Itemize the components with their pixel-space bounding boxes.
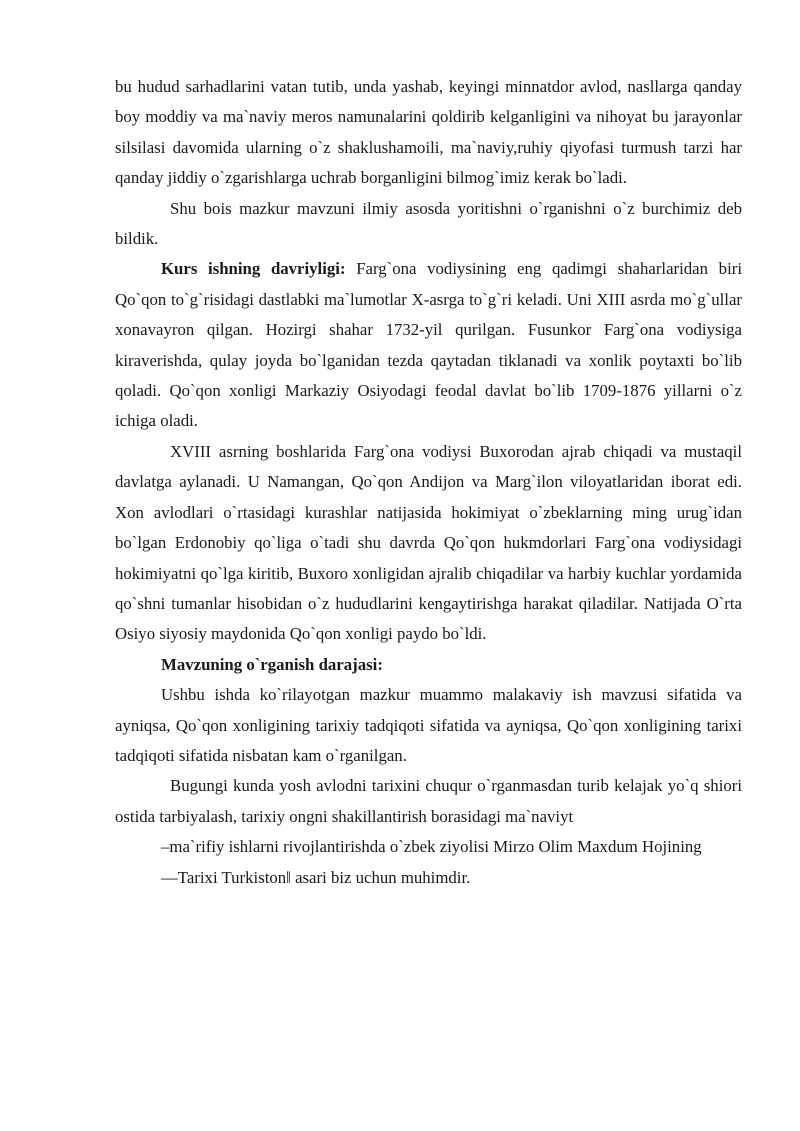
paragraph-source: ―Tarixi Turkiston‖ asari biz uchun muhimdir. [161, 867, 471, 887]
period-label: Kurs ishning davriyligi: [161, 259, 346, 279]
paragraph-today: Bugungi kunda yosh avlodni tarixini chuqur o`rganmasdan turib kelajak yo`q shiori ostida tarbiyalash, tarixiy ongni shakillantirish borasidagi ma`naviyt [115, 776, 742, 826]
document-body [115, 72, 742, 893]
paragraph-intro: bu hudud sarhadlarini vatan tutib, unda yashab, keyingi minnatdor avlod, nasllarga qanday boy moddiy va ma`naviy meros namunalarini qoldirib kelganligini va nihoyat bu jarayonlar silsilasi davomida ularning o`z shaklushamoili, ma`naviy,ruhiy qiyofasi turmush tarzi har qanday jiddiy o`zgarishlarga uchrab borganligini bilmog`imiz kerak bo`ladi. [115, 77, 742, 188]
period-text: Farg`ona vodiysining eng qadimgi shaharlaridan biri Qo`qon to`g`risidagi dastlabki ma`lumotlar X-asrga to`g`ri keladi. Uni XIII asrda mo`g`ullar xonavayron qilgan. Hozirgi shahar 1732-yil qurilgan. Fusunkor Farg`ona vodiysiga kiraverishda, qulay joyda bo`lganidan tezda qaytadan tiklanadi va xonlik poytaxti bo`lib qoladi. Qo`qon xonligi Markaziy Osiyodagi feodal davlat bo`lib 1709-1876 yillarni o`z ichiga oladi. [115, 259, 742, 431]
paragraph-purpose: Shu bois mazkur mavzuni ilmiy asosda yoritishni o`rganishni o`z burchimiz deb bildik. [115, 198, 742, 249]
paragraph-enlightenment: –ma`rifiy ishlarni rivojlantirishda o`zbek ziyolisi Mirzo Olim Maxdum Hojining [161, 837, 702, 857]
paragraph-history: XVIII asrning boshlarida Farg`ona vodiysi Buxorodan ajrab chiqadi va mustaqil davlatga aylanadi. U Namangan, Qo`qon Andijon va Marg`ilon viloyatlaridan iborat edi. Xon avlodlari o`rtasidagi kurashlar natijasida hokimiyat o`zbeklarning ming urug`idan bo`lgan Erdonobiy qo`liga o`tadi shu davrda Qo`qon hukmdorlari Farg`ona vodiysidagi hokimiyatni qo`lga kiritib, Buxoro xonligidan ajralib chiqadilar va harbiy kuchlar yordamida qo`shni tumanlar hisobidan o`z hududlarini kengaytirishga harakat qiladilar. Natijada O`rta Osiyo siyosiy maydonida Qo`qon xonligi paydo bo`ldi. [115, 441, 742, 644]
paragraph-period [115, 254, 742, 436]
section-heading: Mavzuning o`rganish darajasi: [161, 654, 383, 674]
paragraph-study: Ushbu ishda ko`rilayotgan mazkur muammo malakaviy ish mavzusi sifatida va ayniqsa, Qo`qon xonligining tarixiy tadqiqoti sifatida va ayniqsa, Qo`qon xonligining tarixi tadqiqoti sifatida nisbatan kam o`rganilgan. [115, 685, 742, 765]
